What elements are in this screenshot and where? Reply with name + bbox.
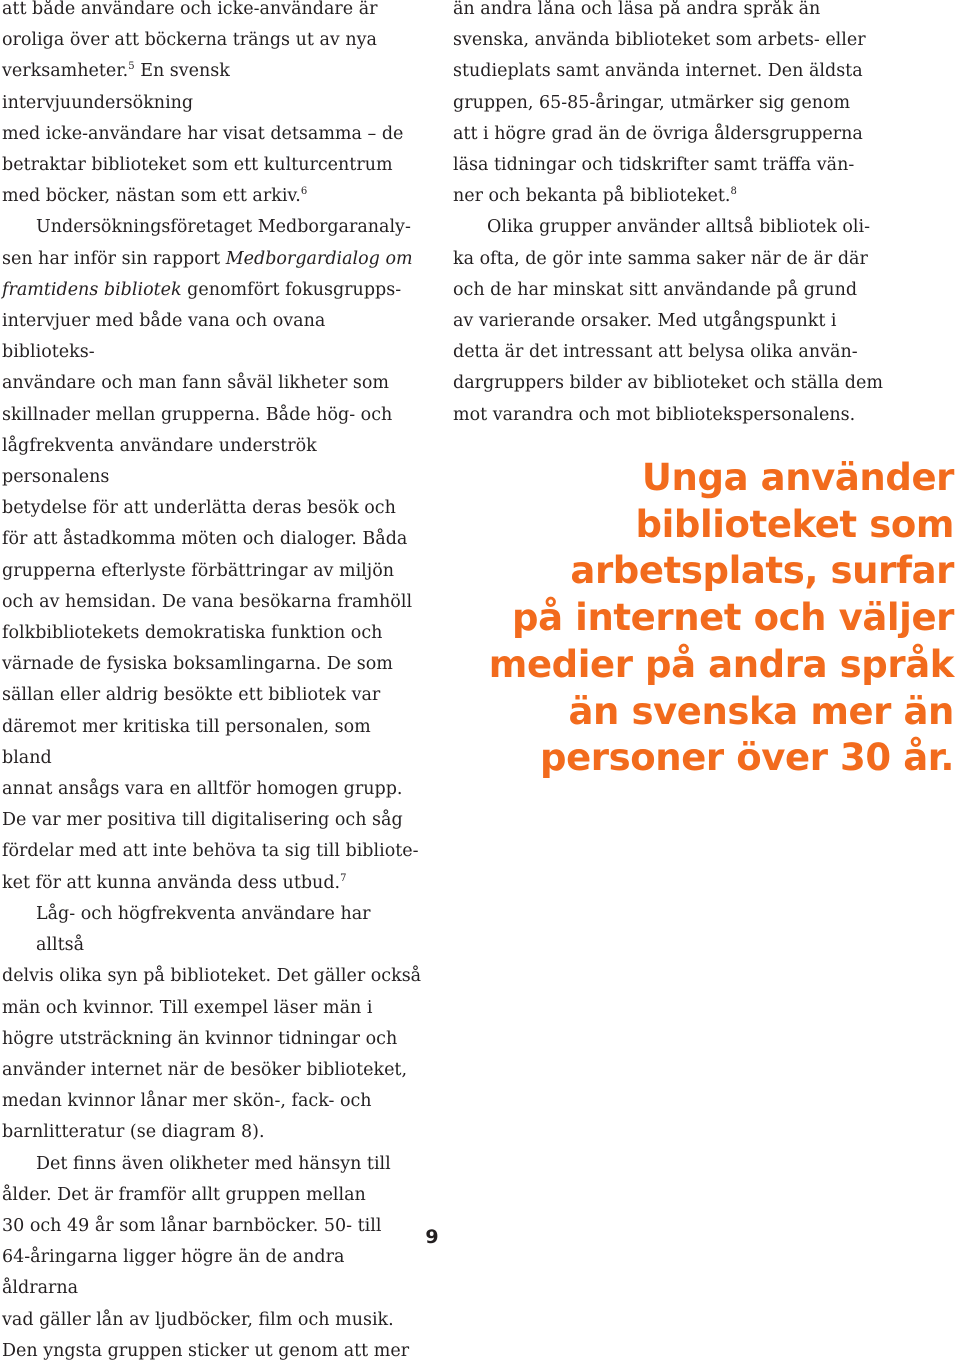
- text-line: vad gäller lån av ljudböcker, film och musik.: [2, 1309, 394, 1330]
- text-line: att både användare och icke-användare är: [2, 0, 378, 19]
- text-line: av varierande orsaker. Med utgångspunkt i: [453, 311, 837, 332]
- body-text-left-column: [2, 0, 422, 1367]
- pull-quote-line: Unga använder: [641, 456, 954, 499]
- pull-quote-line: biblioteket som: [635, 502, 954, 546]
- text-line: annat ansågs vara en alltför homogen grupp.: [2, 779, 403, 800]
- report-title: Medborgardialog om: [225, 248, 413, 269]
- footnote-ref-5: 5: [128, 61, 135, 73]
- paragraph: [2, 212, 422, 243]
- text-line: detta är det intressant att belysa olika använ-: [453, 342, 858, 363]
- text-line: En svensk intervjuundersökning: [2, 61, 230, 113]
- pull-quote: [484, 455, 954, 782]
- footnote-ref-7: 7: [340, 872, 347, 884]
- text-line: lågfrekventa användare underströk personalens: [2, 435, 317, 488]
- text-line: Låg- och högfrekventa användare har alltså: [36, 903, 371, 956]
- text-line: högre utsträckning än kvinnor tidningar och: [2, 1028, 398, 1049]
- text-line: studieplats samt använda internet. Den äldsta: [453, 61, 863, 82]
- text-line: för att åstadkomma möten och dialoger. Båda: [2, 529, 408, 550]
- text-line: gruppen, 65-85-åringar, utmärker sig genom: [453, 92, 851, 113]
- text-line: män och kvinnor. Till exempel läser män i: [2, 997, 373, 1018]
- pull-quote-line: på internet och väljer: [512, 596, 954, 640]
- text-line: ket för att kunna använda dess utbud.: [2, 872, 341, 893]
- text-line: däremot mer kritiska till personalen, som bland: [2, 716, 371, 768]
- text-line: värnade de fysiska boksamlingarna. De som: [2, 654, 393, 675]
- text-line: med icke-användare har visat detsamma – de: [2, 123, 404, 144]
- text-line: medan kvinnor lånar mer skön-, fack- och: [2, 1091, 372, 1112]
- text-line: intervjuer med både vana och ovana biblioteks-: [2, 311, 326, 363]
- text-line: betydelse för att underlätta deras besök och: [2, 498, 396, 519]
- paragraph: [2, 1180, 422, 1367]
- text-line: ka ofta, de gör inte samma saker när de är där: [453, 248, 868, 269]
- body-text-right-column: [453, 0, 893, 431]
- text-line: sällan eller aldrig besökte ett bibliotek var: [2, 685, 381, 706]
- text-line: Undersökningsföretaget Medborgaranaly-: [36, 217, 411, 238]
- paragraph: [2, 244, 422, 899]
- text-line: med böcker, nästan som ett arkiv.: [2, 186, 301, 207]
- paragraph: [453, 212, 893, 243]
- text-line: använder internet när de besöker biblioteket,: [2, 1059, 408, 1080]
- text-line: svenska, använda biblioteket som arbets- eller: [453, 30, 866, 51]
- paragraph: [453, 244, 893, 431]
- text-line: och de har minskat sitt användande på grund: [453, 279, 858, 300]
- footnote-ref-8: 8: [730, 186, 737, 198]
- paragraph: [453, 0, 893, 212]
- text-line: ålder. Det är framför allt gruppen mellan: [2, 1184, 366, 1205]
- pull-quote-line: än svenska mer än: [568, 689, 954, 733]
- text-line: mot varandra och mot bibliotekspersonalens.: [453, 404, 856, 425]
- text-line: dargruppers bilder av biblioteket och ställa dem: [453, 373, 883, 394]
- text-line: läsa tidningar och tidskrifter samt träffa vän-: [453, 155, 855, 176]
- paragraph: [2, 899, 422, 961]
- text-line: ner och bekanta på biblioteket.: [453, 186, 731, 207]
- text-line: sen har inför sin rapport: [2, 248, 226, 269]
- text-line: verksamheter.: [2, 61, 129, 82]
- text-line: Den yngsta gruppen sticker ut genom att mer: [2, 1340, 410, 1361]
- report-title: framtidens bibliotek: [2, 279, 182, 300]
- text-line: Olika grupper använder alltså bibliotek oli-: [487, 217, 871, 238]
- text-line: oroliga över att böckerna trängs ut av nya: [2, 30, 377, 51]
- text-line: 64-åringarna ligger högre än de andra åldrarna: [2, 1247, 345, 1299]
- text-line: Det finns även olikheter med hänsyn till: [36, 1153, 391, 1174]
- pull-quote-line: medier på andra språk: [488, 642, 954, 686]
- page-number: 9: [425, 1226, 439, 1248]
- text-line: fördelar med att inte behöva ta sig till bibliote-: [2, 841, 419, 862]
- paragraph: [2, 1149, 422, 1180]
- text-line: delvis olika syn på biblioteket. Det gäller också: [2, 966, 422, 987]
- text-line: att i högre grad än de övriga åldersgrupperna: [453, 123, 863, 144]
- footnote-ref-6: 6: [300, 186, 308, 198]
- text-line: barnlitteratur (se diagram 8).: [2, 1122, 265, 1143]
- text-line: användare och man fann såväl likheter som: [2, 373, 390, 394]
- text-line: betraktar biblioteket som ett kulturcentrum: [2, 155, 393, 176]
- text-line: De var mer positiva till digitalisering och såg: [2, 810, 403, 831]
- text-line: skillnader mellan grupperna. Både hög- och: [2, 404, 393, 425]
- text-line: grupperna efterlyste förbättringar av miljön: [2, 560, 395, 581]
- pull-quote-line: arbetsplats, surfar: [570, 549, 954, 593]
- paragraph: [2, 961, 422, 1148]
- text-line: och av hemsidan. De vana besökarna framhöll: [2, 591, 413, 612]
- pull-quote-line: personer över 30 år.: [540, 736, 954, 780]
- text-line: genomfört fokusgrupps-: [181, 279, 402, 300]
- text-line: 30 och 49 år som lånar barnböcker. 50- till: [2, 1215, 382, 1236]
- text-line: än andra låna och läsa på andra språk än: [453, 0, 821, 19]
- text-line: folkbibliotekets demokratiska funktion och: [2, 623, 383, 644]
- paragraph: [2, 0, 422, 212]
